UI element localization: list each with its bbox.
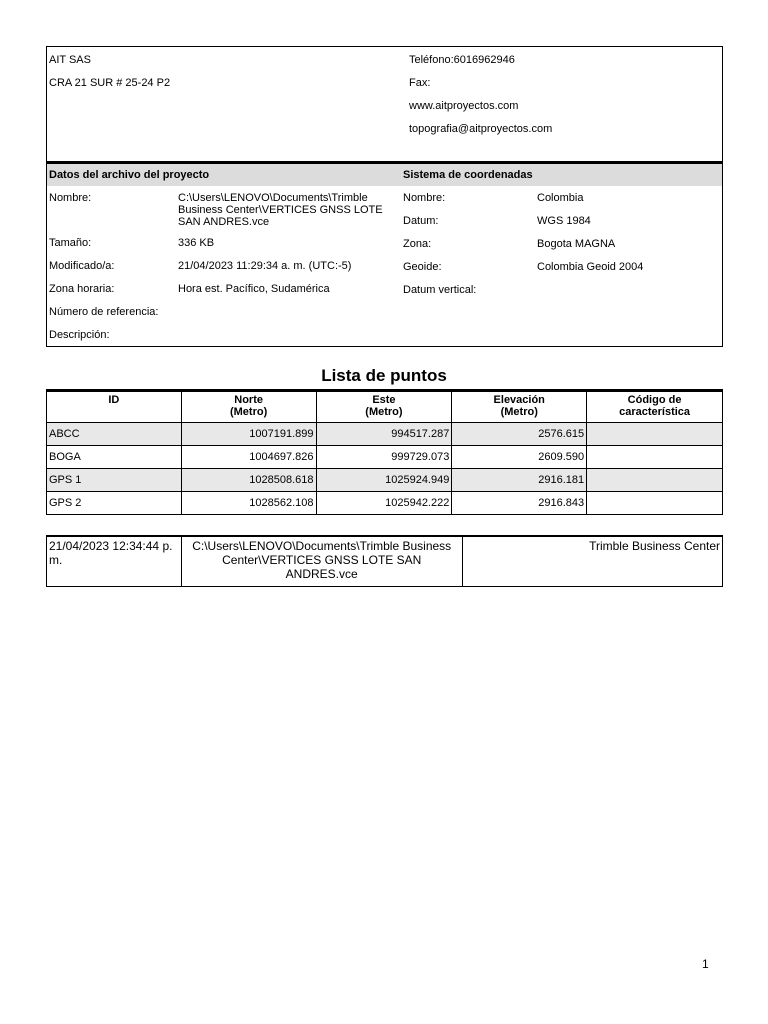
- coords-geoid-label: Geoide:: [403, 261, 442, 273]
- cell-id: BOGA: [47, 446, 182, 469]
- project-timezone-label: Zona horaria:: [49, 283, 115, 295]
- footer-path-line: ANDRES.vce: [285, 567, 358, 581]
- footer-row: [47, 536, 723, 586]
- cell-elevation: 2576.615: [452, 423, 587, 446]
- coords-name-label: Nombre:: [403, 192, 446, 204]
- project-name-label: Nombre:: [49, 192, 92, 204]
- cell-feature-code: [587, 423, 723, 446]
- header-text: ID: [108, 394, 120, 406]
- cell-id: GPS 2: [47, 492, 182, 515]
- footer-path-line: Center\VERTICES GNSS LOTE SAN: [222, 553, 422, 567]
- coords-section-title: Sistema de coordenadas: [403, 169, 533, 181]
- cell-north: 1028508.618: [181, 469, 316, 492]
- table-row: [47, 492, 723, 515]
- project-name-value: [178, 192, 383, 228]
- cell-id: GPS 1: [47, 469, 182, 492]
- company-info: [49, 49, 170, 95]
- footer-file-path: [181, 536, 462, 586]
- project-description-label: Descripción:: [49, 329, 110, 341]
- report-footer: [46, 535, 723, 587]
- project-name-line: SAN ANDRES.vce: [178, 216, 270, 228]
- col-header-id: [47, 391, 182, 423]
- project-size-value: 336 KB: [178, 237, 215, 249]
- project-data-section: [46, 161, 723, 347]
- cell-north: 1028562.108: [181, 492, 316, 515]
- company-contact: [409, 49, 552, 141]
- cell-id: ABCC: [47, 423, 182, 446]
- project-section-title: Datos del archivo del proyecto: [49, 169, 210, 181]
- page-number: 1: [702, 957, 709, 971]
- table-row: [47, 469, 723, 492]
- header-text: Código de: [627, 394, 682, 406]
- project-size-label: Tamaño:: [49, 237, 92, 249]
- col-header-north: [181, 391, 316, 423]
- cell-elevation: 2916.843: [452, 492, 587, 515]
- points-table: [46, 389, 723, 515]
- cell-elevation: 2609.590: [452, 446, 587, 469]
- footer-date-line: 21/04/2023 12:34:44 p.: [49, 539, 173, 553]
- coords-geoid-value: Colombia Geoid 2004: [537, 261, 644, 273]
- col-header-elevation: [452, 391, 587, 423]
- coords-zone-value: Bogota MAGNA: [537, 238, 616, 250]
- footer-date: [47, 536, 182, 586]
- cell-east: 1025924.949: [316, 469, 452, 492]
- company-web: www.aitproyectos.com: [409, 100, 519, 112]
- header-text: Este: [372, 394, 396, 406]
- cell-east: 994517.287: [316, 423, 452, 446]
- footer-date-line: m.: [49, 553, 63, 567]
- header-unit: (Metro): [500, 406, 538, 418]
- project-reference-label: Número de referencia:: [49, 306, 159, 318]
- company-fax: Fax:: [409, 77, 431, 89]
- company-address: CRA 21 SUR # 25-24 P2: [49, 77, 171, 89]
- header-text: característica: [619, 406, 691, 418]
- points-table-header: [47, 391, 723, 423]
- cell-east: 999729.073: [316, 446, 452, 469]
- table-row: [47, 446, 723, 469]
- header-text: Elevación: [493, 394, 545, 406]
- coords-datum-value: WGS 1984: [537, 215, 591, 227]
- cell-north: 1007191.899: [181, 423, 316, 446]
- project-timezone-value: Hora est. Pacífico, Sudamérica: [178, 283, 330, 295]
- coords-zone-label: Zona:: [403, 238, 432, 250]
- project-modified-label: Modificado/a:: [49, 260, 115, 272]
- company-email: topografia@aitproyectos.com: [409, 123, 553, 135]
- footer-path-line: C:\Users\LENOVO\Documents\Trimble Business: [192, 539, 452, 553]
- coords-datum-label: Datum:: [403, 215, 439, 227]
- company-header: [46, 46, 723, 162]
- project-name-line: C:\Users\LENOVO\Documents\Trimble: [178, 192, 368, 204]
- cell-feature-code: [587, 492, 723, 515]
- header-unit: (Metro): [229, 406, 268, 418]
- header-text: Norte: [234, 394, 263, 406]
- company-phone: Teléfono:6016962946: [409, 54, 515, 66]
- footer-app-name: Trimble Business Center: [462, 536, 722, 586]
- header-unit: (Metro): [365, 406, 403, 418]
- cell-feature-code: [587, 469, 723, 492]
- col-header-feature-code: [587, 391, 723, 423]
- project-modified-value: 21/04/2023 11:29:34 a. m. (UTC:-5): [178, 260, 352, 272]
- table-row: [47, 423, 723, 446]
- coords-name-value: Colombia: [537, 192, 584, 204]
- col-header-east: [316, 391, 452, 423]
- points-list-title: Lista de puntos: [321, 366, 447, 385]
- cell-feature-code: [587, 446, 723, 469]
- cell-north: 1004697.826: [181, 446, 316, 469]
- project-name-line: Business Center\VERTICES GNSS LOTE: [178, 204, 383, 216]
- cell-elevation: 2916.181: [452, 469, 587, 492]
- coords-vertical-datum-label: Datum vertical:: [403, 284, 477, 296]
- cell-east: 1025942.222: [316, 492, 452, 515]
- company-name: AIT SAS: [49, 54, 91, 66]
- project-section-header: [47, 164, 722, 186]
